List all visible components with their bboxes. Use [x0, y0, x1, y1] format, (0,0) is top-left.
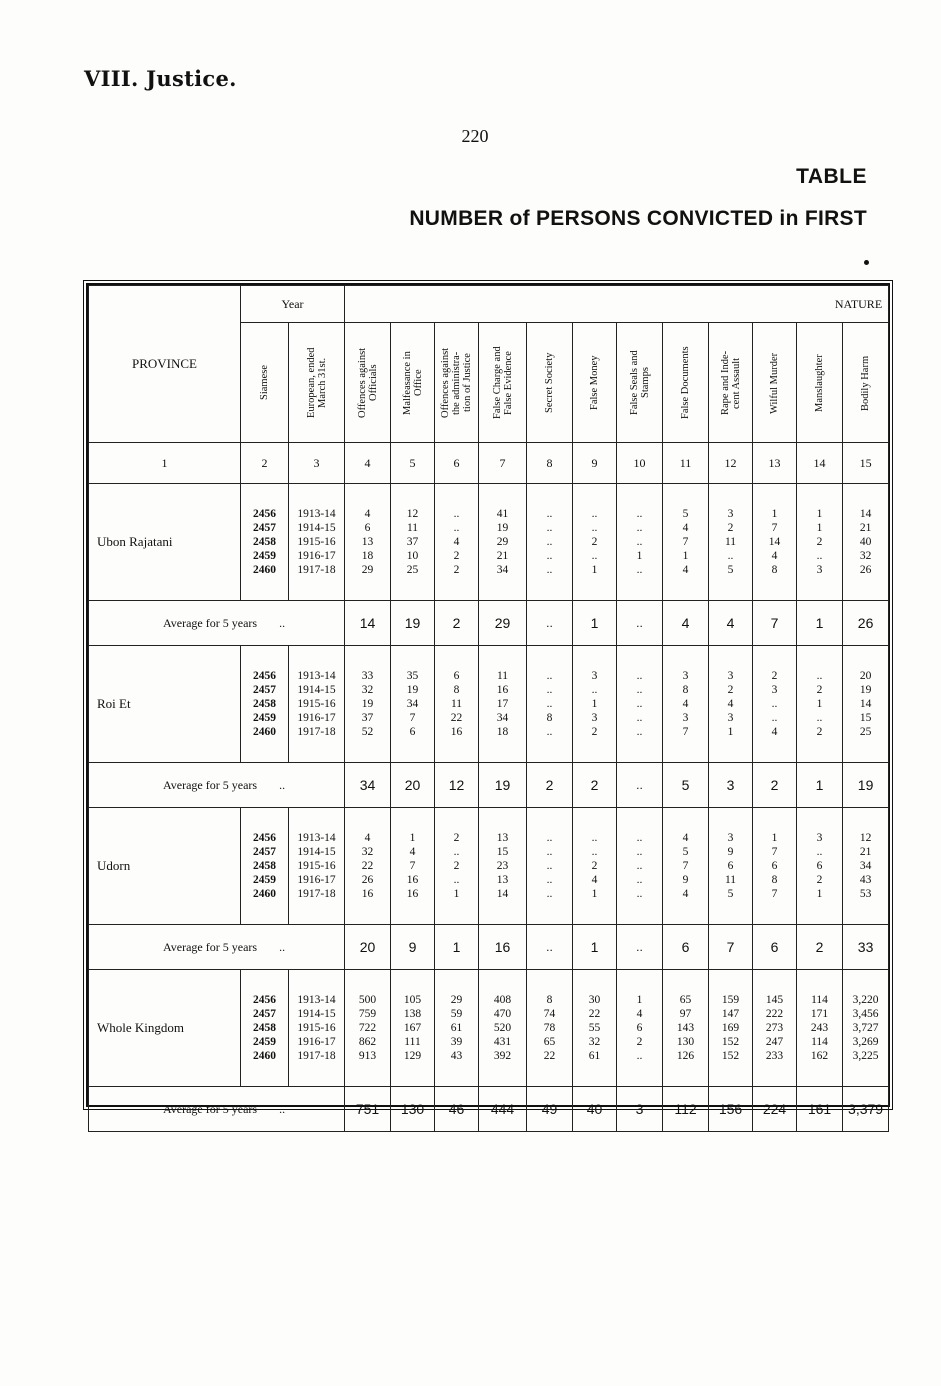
province-name: Ubon Rajatani	[89, 484, 241, 601]
values-offences-against-officials: 4 32 22 26 16	[345, 808, 391, 925]
average-wilful-murder: 224	[753, 1087, 797, 1132]
table-label: TABLE	[796, 165, 867, 188]
column-header-secret-society: Secret Society	[527, 323, 573, 443]
average-false-documents: 4	[663, 601, 709, 646]
column-header-manslaughter: Manslaughter	[797, 323, 843, 443]
average-label: Average for 5 years ..	[89, 925, 345, 970]
values-false-charge-and-false-evidence: 11 16 17 34 18	[479, 646, 527, 763]
average-wilful-murder: 2	[753, 763, 797, 808]
siamese-years: 2456 2457 2458 2459 2460	[241, 970, 289, 1087]
average-rape-and-inde-cent-assault: 7	[709, 925, 753, 970]
province-header: PROVINCE	[89, 286, 241, 443]
average-offences-against-the-administra-tion-of-justice: 46	[435, 1087, 479, 1132]
convictions-table	[88, 285, 889, 1132]
average-wilful-murder: 6	[753, 925, 797, 970]
values-bodily-harm: 12 21 34 43 53	[843, 808, 889, 925]
average-offences-against-the-administra-tion-of-justice: 1	[435, 925, 479, 970]
values-false-seals-and-stamps: .. .. .. .. ..	[617, 808, 663, 925]
column-header-malfeasance-in-office: Malfeasance in Office	[391, 323, 435, 443]
average-offences-against-the-administra-tion-of-justice: 2	[435, 601, 479, 646]
column-header-false-money: False Money	[573, 323, 617, 443]
column-number: 6	[435, 443, 479, 484]
column-header-bodily-harm: Bodily Harm	[843, 323, 889, 443]
section-heading: VIII. Justice.	[84, 66, 237, 91]
average-malfeasance-in-office: 9	[391, 925, 435, 970]
average-rape-and-inde-cent-assault: 3	[709, 763, 753, 808]
average-false-money: 1	[573, 925, 617, 970]
print-dot	[864, 260, 869, 265]
average-row-roi-et	[89, 763, 889, 808]
values-secret-society: .. .. .. 8 ..	[527, 646, 573, 763]
values-false-charge-and-false-evidence: 41 19 29 21 34	[479, 484, 527, 601]
province-row-whole-kingdom	[89, 970, 889, 1087]
european-years: 1913-14 1914-15 1915-16 1916-17 1917-18	[289, 808, 345, 925]
column-number: 9	[573, 443, 617, 484]
values-offences-against-the-administra-tion-of-justice: 6 8 11 22 16	[435, 646, 479, 763]
siamese-years: 2456 2457 2458 2459 2460	[241, 808, 289, 925]
column-number: 12	[709, 443, 753, 484]
column-number: 8	[527, 443, 573, 484]
year-header: Year	[241, 286, 345, 323]
convictions-table-frame	[86, 283, 890, 1117]
values-secret-society: 8 74 78 65 22	[527, 970, 573, 1087]
values-offences-against-the-administra-tion-of-justice: 2 .. 2 .. 1	[435, 808, 479, 925]
values-false-charge-and-false-evidence: 408 470 520 431 392	[479, 970, 527, 1087]
european-years: 1913-14 1914-15 1915-16 1916-17 1917-18	[289, 970, 345, 1087]
average-false-money: 40	[573, 1087, 617, 1132]
values-wilful-murder: 1 7 6 8 7	[753, 808, 797, 925]
average-row-whole-kingdom	[89, 1087, 889, 1132]
values-malfeasance-in-office: 35 19 34 7 6	[391, 646, 435, 763]
table-title: NUMBER of PERSONS CONVICTED in FIRST	[409, 207, 867, 230]
values-wilful-murder: 1 7 14 4 8	[753, 484, 797, 601]
column-number: 3	[289, 443, 345, 484]
average-wilful-murder: 7	[753, 601, 797, 646]
column-header-offences-against-officials: Offences against Officials	[345, 323, 391, 443]
province-row-udorn	[89, 808, 889, 925]
average-manslaughter: 161	[797, 1087, 843, 1132]
average-label: Average for 5 years ..	[89, 1087, 345, 1132]
column-header-false-seals-and-stamps: False Seals and Stamps	[617, 323, 663, 443]
values-malfeasance-in-office: 12 11 37 10 25	[391, 484, 435, 601]
province-name: Whole Kingdom	[89, 970, 241, 1087]
siamese-year-header: Siamese	[241, 323, 289, 443]
average-false-charge-and-false-evidence: 19	[479, 763, 527, 808]
average-rape-and-inde-cent-assault: 156	[709, 1087, 753, 1132]
average-label: Average for 5 years ..	[89, 763, 345, 808]
values-bodily-harm: 20 19 14 15 25	[843, 646, 889, 763]
values-bodily-harm: 14 21 40 32 26	[843, 484, 889, 601]
average-rape-and-inde-cent-assault: 4	[709, 601, 753, 646]
average-false-seals-and-stamps: 3	[617, 1087, 663, 1132]
values-false-documents: 4 5 7 9 4	[663, 808, 709, 925]
column-number: 2	[241, 443, 289, 484]
average-secret-society: ..	[527, 601, 573, 646]
average-manslaughter: 2	[797, 925, 843, 970]
column-header-wilful-murder: Wilful Murder	[753, 323, 797, 443]
column-number: 1	[89, 443, 241, 484]
values-false-money: .. .. 2 .. 1	[573, 484, 617, 601]
average-offences-against-officials: 20	[345, 925, 391, 970]
province-name: Roi Et	[89, 646, 241, 763]
average-malfeasance-in-office: 130	[391, 1087, 435, 1132]
average-bodily-harm: 33	[843, 925, 889, 970]
average-false-documents: 6	[663, 925, 709, 970]
column-header-offences-against-the-administra-tion-of-justice: Offences against the administra- tion of Justice	[435, 323, 479, 443]
average-manslaughter: 1	[797, 601, 843, 646]
values-offences-against-officials: 500 759 722 862 913	[345, 970, 391, 1087]
values-offences-against-the-administra-tion-of-justice: 29 59 61 39 43	[435, 970, 479, 1087]
values-malfeasance-in-office: 1 4 7 16 16	[391, 808, 435, 925]
values-false-seals-and-stamps: .. .. .. .. ..	[617, 646, 663, 763]
values-offences-against-officials: 33 32 19 37 52	[345, 646, 391, 763]
values-manslaughter: 3 .. 6 2 1	[797, 808, 843, 925]
average-label: Average for 5 years ..	[89, 601, 345, 646]
values-manslaughter: .. 2 1 .. 2	[797, 646, 843, 763]
average-malfeasance-in-office: 20	[391, 763, 435, 808]
average-offences-against-officials: 14	[345, 601, 391, 646]
european-years: 1913-14 1914-15 1915-16 1916-17 1917-18	[289, 646, 345, 763]
column-header-false-charge-and-false-evidence: False Charge and False Evidence	[479, 323, 527, 443]
column-number: 11	[663, 443, 709, 484]
values-false-documents: 3 8 4 3 7	[663, 646, 709, 763]
column-number: 7	[479, 443, 527, 484]
average-false-documents: 5	[663, 763, 709, 808]
column-number: 14	[797, 443, 843, 484]
province-row-ubon-rajatani	[89, 484, 889, 601]
average-bodily-harm: 26	[843, 601, 889, 646]
values-false-money: 3 .. 1 3 2	[573, 646, 617, 763]
siamese-years: 2456 2457 2458 2459 2460	[241, 646, 289, 763]
values-false-documents: 5 4 7 1 4	[663, 484, 709, 601]
average-false-money: 1	[573, 601, 617, 646]
average-false-seals-and-stamps: ..	[617, 925, 663, 970]
values-false-seals-and-stamps: .. .. .. 1 ..	[617, 484, 663, 601]
average-secret-society: ..	[527, 925, 573, 970]
average-offences-against-the-administra-tion-of-justice: 12	[435, 763, 479, 808]
average-offences-against-officials: 34	[345, 763, 391, 808]
average-false-charge-and-false-evidence: 16	[479, 925, 527, 970]
average-manslaughter: 1	[797, 763, 843, 808]
values-secret-society: .. .. .. .. ..	[527, 484, 573, 601]
values-false-charge-and-false-evidence: 13 15 23 13 14	[479, 808, 527, 925]
values-manslaughter: 114 171 243 114 162	[797, 970, 843, 1087]
average-bodily-harm: 19	[843, 763, 889, 808]
average-false-charge-and-false-evidence: 444	[479, 1087, 527, 1132]
average-bodily-harm: 3,379	[843, 1087, 889, 1132]
values-false-money: .. .. 2 4 1	[573, 808, 617, 925]
values-manslaughter: 1 1 2 .. 3	[797, 484, 843, 601]
average-false-charge-and-false-evidence: 29	[479, 601, 527, 646]
values-offences-against-officials: 4 6 13 18 29	[345, 484, 391, 601]
average-false-seals-and-stamps: ..	[617, 601, 663, 646]
column-number: 15	[843, 443, 889, 484]
page-number: 220	[461, 126, 489, 146]
column-number: 10	[617, 443, 663, 484]
european-year-header: European, ended March 31st.	[289, 323, 345, 443]
siamese-years: 2456 2457 2458 2459 2460	[241, 484, 289, 601]
values-rape-and-inde-cent-assault: 3 9 6 11 5	[709, 808, 753, 925]
values-wilful-murder: 2 3 .. .. 4	[753, 646, 797, 763]
values-secret-society: .. .. .. .. ..	[527, 808, 573, 925]
average-offences-against-officials: 751	[345, 1087, 391, 1132]
nature-header: NATURE	[345, 286, 889, 323]
average-row-ubon-rajatani	[89, 601, 889, 646]
values-malfeasance-in-office: 105 138 167 111 129	[391, 970, 435, 1087]
average-false-documents: 112	[663, 1087, 709, 1132]
province-row-roi-et	[89, 646, 889, 763]
average-secret-society: 2	[527, 763, 573, 808]
average-row-udorn	[89, 925, 889, 970]
column-number: 5	[391, 443, 435, 484]
values-false-seals-and-stamps: 1 4 6 2 ..	[617, 970, 663, 1087]
european-years: 1913-14 1914-15 1915-16 1916-17 1917-18	[289, 484, 345, 601]
average-false-seals-and-stamps: ..	[617, 763, 663, 808]
values-rape-and-inde-cent-assault: 159 147 169 152 152	[709, 970, 753, 1087]
values-bodily-harm: 3,220 3,456 3,727 3,269 3,225	[843, 970, 889, 1087]
column-number: 4	[345, 443, 391, 484]
average-secret-society: 49	[527, 1087, 573, 1132]
values-rape-and-inde-cent-assault: 3 2 4 3 1	[709, 646, 753, 763]
column-number: 13	[753, 443, 797, 484]
average-false-money: 2	[573, 763, 617, 808]
values-wilful-murder: 145 222 273 247 233	[753, 970, 797, 1087]
values-false-documents: 65 97 143 130 126	[663, 970, 709, 1087]
values-rape-and-inde-cent-assault: 3 2 11 .. 5	[709, 484, 753, 601]
values-false-money: 30 22 55 32 61	[573, 970, 617, 1087]
column-header-false-documents: False Documents	[663, 323, 709, 443]
province-name: Udorn	[89, 808, 241, 925]
average-malfeasance-in-office: 19	[391, 601, 435, 646]
column-header-rape-and-inde-cent-assault: Rape and Inde- cent Assault	[709, 323, 753, 443]
values-offences-against-the-administra-tion-of-justice: .. .. 4 2 2	[435, 484, 479, 601]
